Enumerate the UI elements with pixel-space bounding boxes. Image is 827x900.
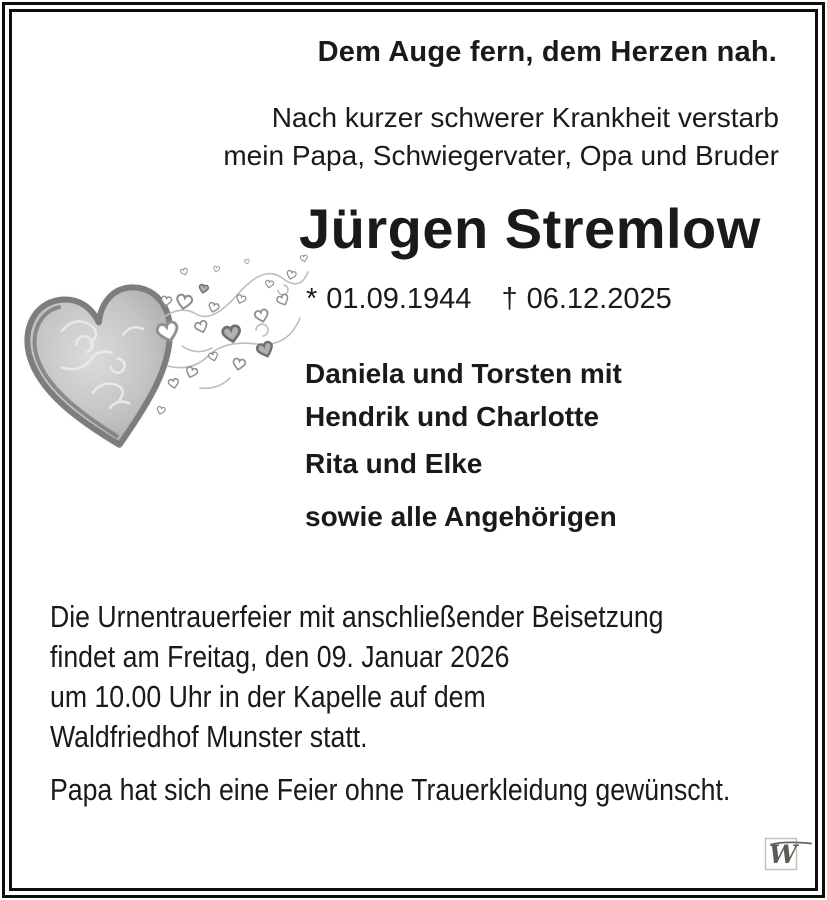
intro-block (223, 99, 779, 175)
monogram-letter: W (769, 840, 798, 869)
service-line-4: Waldfriedhof Munster statt. (50, 719, 368, 754)
intro-line-1: Nach kurzer schwerer Krankheit verstarb (271, 102, 779, 133)
motto-line: Dem Auge fern, dem Herzen nah. (317, 36, 777, 68)
intro-line-2: mein Papa, Schwiegervater, Opa und Bruder (223, 140, 779, 171)
service-details-block (50, 597, 663, 757)
service-line-2: findet am Freitag, den 09. Januar 2026 (50, 639, 510, 674)
birth-date: 01.09.1944 (326, 283, 472, 315)
publisher-monogram-logo (758, 830, 814, 876)
birth-star-symbol: * (306, 283, 318, 315)
deceased-name: Jürgen Stremlow (299, 197, 761, 260)
service-line-1: Die Urnentrauerfeier mit anschließender Beisetzung (50, 599, 664, 634)
mourners-line-2: Hendrik und Charlotte (305, 401, 600, 432)
dress-code-wish-line: Papa hat sich eine Feier ohne Trauerkleidung gewünscht. (50, 772, 731, 807)
mourners-line-1: Daniela und Torsten mit (305, 358, 622, 389)
sketched-heart-with-trailing-hearts-illustration (10, 238, 312, 468)
death-date: 06.12.2025 (526, 283, 672, 315)
mourners-line-4: sowie alle Angehörigen (305, 501, 617, 532)
service-line-3: um 10.00 Uhr in der Kapelle auf dem (50, 679, 486, 714)
death-cross-symbol: † (501, 283, 518, 315)
mourners-block (305, 352, 622, 538)
mourners-line-3: Rita und Elke (305, 448, 483, 479)
life-dates (306, 283, 672, 316)
